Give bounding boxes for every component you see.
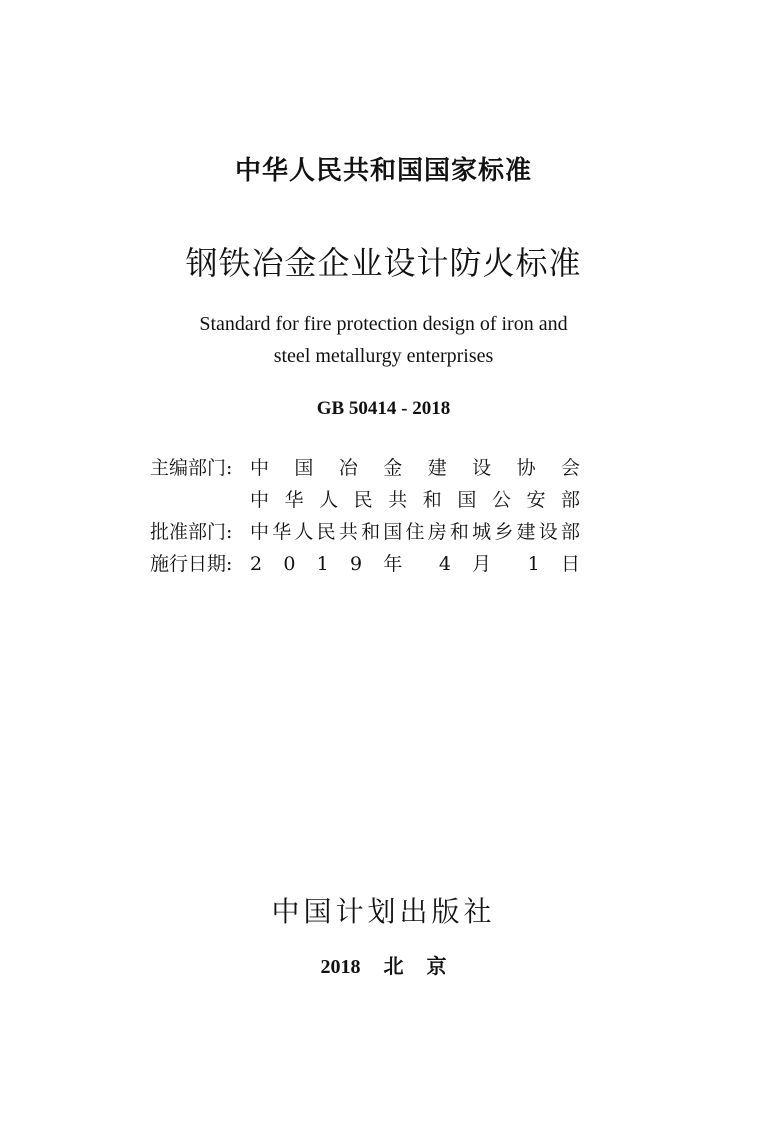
publisher-name: 中国计划出版社: [271, 895, 496, 928]
effective-date-value: 2 0 1 9 年 4 月 1 日: [250, 553, 580, 575]
editor-label: 主编部门:: [150, 457, 233, 479]
document-title-chinese: 钢铁冶金企业设计防火标准: [185, 244, 582, 282]
editor-value-2: 中 华 人 民 共 和 国 公 安 部: [250, 489, 580, 511]
editor-row-2: [150, 484, 580, 516]
standard-series-title: 中华人民共和国国家标准: [234, 156, 532, 186]
effective-date-label: 施行日期:: [150, 553, 233, 575]
approver-label: 批准部门:: [150, 521, 233, 543]
title-en-line-2: steel metallurgy enterprises: [273, 345, 494, 367]
approver-row: [150, 516, 580, 548]
publication-year-place: 2018 北 京: [320, 956, 447, 978]
document-title-english: [0, 308, 767, 372]
standard-code: GB 50414 - 2018: [316, 398, 451, 419]
approver-value: 中华人民共和国住房和城乡建设部: [250, 521, 580, 543]
title-en-line-1: Standard for fire protection design of iron and: [199, 313, 568, 335]
editor-value-1: 中 国 冶 金 建 设 协 会: [250, 457, 580, 479]
effective-date-row: [150, 548, 580, 580]
editor-row: [150, 452, 580, 484]
